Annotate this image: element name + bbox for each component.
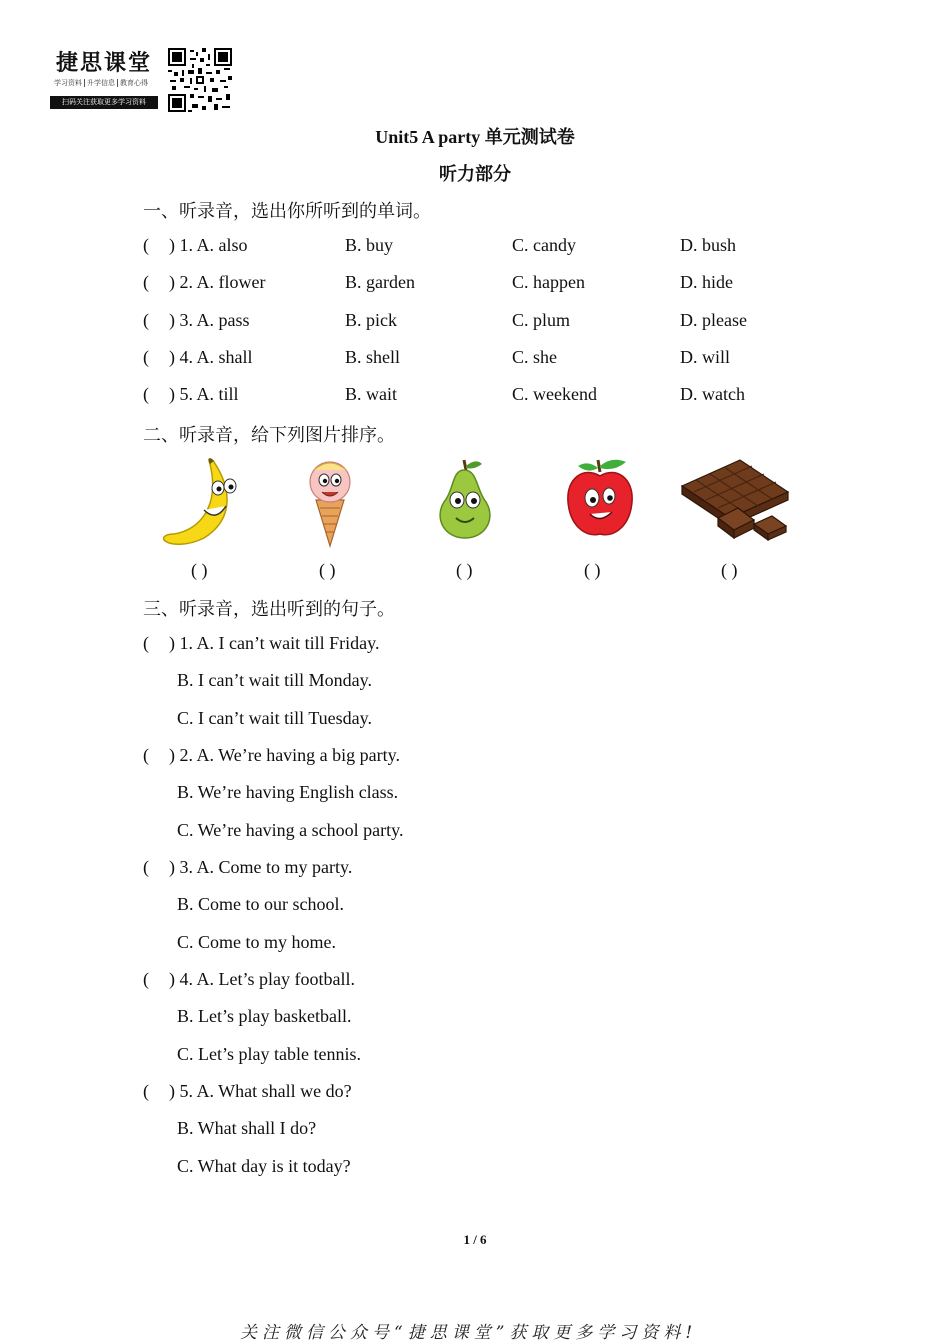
sentence-option-c: C. We’re having a school party. <box>177 820 404 840</box>
option-b: B. pick <box>345 310 397 330</box>
answer-paren[interactable]: ( <box>143 633 149 653</box>
option-b: B. shell <box>345 347 401 367</box>
sentence-option-c: C. What day is it today? <box>177 1156 351 1176</box>
answer-paren[interactable]: ( <box>143 745 149 765</box>
option-d: D. please <box>680 310 747 330</box>
question-option-a: ) 1. A. also <box>169 235 248 255</box>
section-1-heading: 一、听录音，选出你所听到的单词。 <box>143 201 431 221</box>
question-option-a: ) 2. A. flower <box>169 272 266 292</box>
option-c: C. weekend <box>512 384 597 404</box>
sentence-option-b: B. I can’t wait till Monday. <box>177 670 372 690</box>
option-c: C. she <box>512 347 557 367</box>
sentence-option-a: ) 4. A. Let’s play football. <box>169 969 355 989</box>
logo-tag: 学习资料 <box>52 79 85 87</box>
picture-answer-blank[interactable]: ( ) <box>584 560 601 580</box>
apple-icon <box>564 456 636 540</box>
sentence-option-b: B. What shall I do? <box>177 1118 317 1138</box>
option-b: B. garden <box>345 272 415 292</box>
page-title: Unit5 A party 单元测试卷 <box>375 127 575 147</box>
answer-paren[interactable]: ( <box>143 347 149 367</box>
chocolate-icon <box>680 456 792 548</box>
option-b: B. buy <box>345 235 394 255</box>
banana-icon <box>160 456 246 548</box>
sentence-option-a: ) 1. A. I can’t wait till Friday. <box>169 633 380 653</box>
option-b: B. wait <box>345 384 397 404</box>
answer-paren[interactable]: ( <box>143 235 149 255</box>
sentence-option-b: B. We’re having English class. <box>177 782 399 802</box>
answer-paren[interactable]: ( <box>143 384 149 404</box>
pear-icon <box>434 456 496 540</box>
logo-tag: 教育心得 <box>120 79 148 87</box>
sentence-option-a: ) 2. A. We’re having a big party. <box>169 745 400 765</box>
sentence-option-c: C. I can’t wait till Tuesday. <box>177 708 372 728</box>
sentence-option-b: B. Let’s play basketball. <box>177 1006 352 1026</box>
question-option-a: ) 5. A. till <box>169 384 239 404</box>
option-d: D. will <box>680 347 731 367</box>
option-c: C. happen <box>512 272 585 292</box>
sentence-option-c: C. Come to my home. <box>177 932 336 952</box>
sentence-option-a: ) 5. A. What shall we do? <box>169 1081 352 1101</box>
picture-answer-blank[interactable]: ( ) <box>456 560 473 580</box>
section-3-heading: 三、听录音，选出听到的句子。 <box>143 599 395 619</box>
option-d: D. watch <box>680 384 745 404</box>
picture-answer-blank[interactable]: ( ) <box>319 560 336 580</box>
option-c: C. candy <box>512 235 576 255</box>
option-d: D. hide <box>680 272 733 292</box>
picture-answer-blank[interactable]: ( ) <box>721 560 738 580</box>
logo-tag: 升学信息 <box>85 79 118 87</box>
page-subtitle: 听力部分 <box>439 164 511 184</box>
footer-note: 关注微信公众号“捷思课堂”获取更多学习资料! <box>240 1323 698 1343</box>
section-2-heading: 二、听录音，给下列图片排序。 <box>143 425 395 445</box>
sentence-option-c: C. Let’s play table tennis. <box>177 1044 361 1064</box>
answer-paren[interactable]: ( <box>143 272 149 292</box>
sentence-option-b: B. Come to our school. <box>177 894 344 914</box>
question-option-a: ) 3. A. pass <box>169 310 250 330</box>
ice-cream-icon <box>302 456 358 548</box>
picture-answer-blank[interactable]: ( ) <box>191 560 208 580</box>
logo-text: 捷思课堂 <box>56 50 153 76</box>
option-d: D. bush <box>680 235 737 255</box>
answer-paren[interactable]: ( <box>143 1081 149 1101</box>
sentence-option-a: ) 3. A. Come to my party. <box>169 857 353 877</box>
option-c: C. plum <box>512 310 571 330</box>
logo-bar: 扫码关注获取更多学习资料 <box>50 96 158 109</box>
question-option-a: ) 4. A. shall <box>169 347 253 367</box>
qr-code-icon <box>168 48 232 112</box>
brand-logo <box>50 44 160 114</box>
answer-paren[interactable]: ( <box>143 969 149 989</box>
logo-tags <box>52 78 150 88</box>
answer-paren[interactable]: ( <box>143 857 149 877</box>
page-number: 1 / 6 <box>463 1232 487 1247</box>
answer-paren[interactable]: ( <box>143 310 149 330</box>
